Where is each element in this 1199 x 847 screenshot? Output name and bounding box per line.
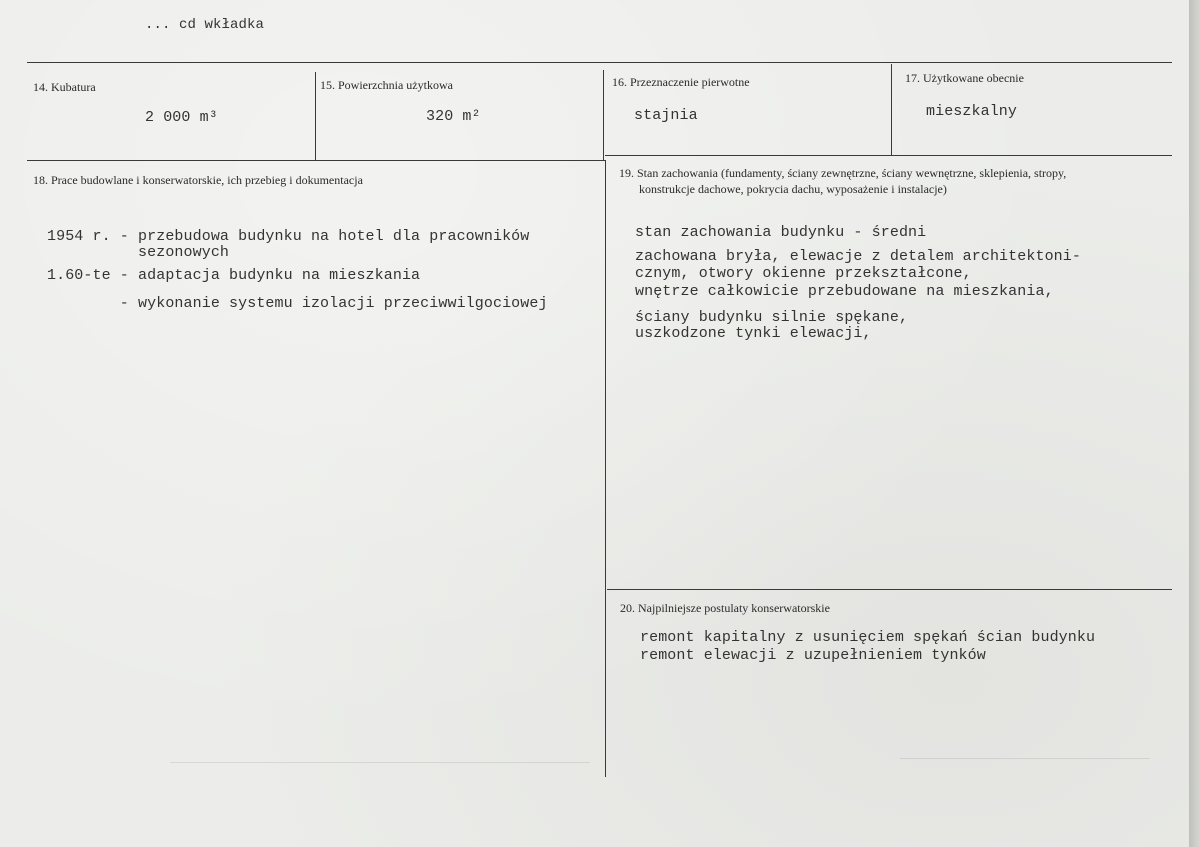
- field-17-label: 17. Użytkowane obecnie: [905, 71, 1024, 85]
- rule-19-20: [607, 589, 1172, 590]
- field-19-label: 19. Stan zachowania (fundamenty, ściany zewnętrzne, ściany wewnętrzne, sklepienia, stropy,: [619, 166, 1067, 180]
- field-18-line: - wykonanie systemu izolacji przeciwwilgociowej: [47, 295, 548, 312]
- field-17-value: mieszkalny: [926, 103, 1018, 120]
- divider-16-17: [891, 64, 892, 156]
- field-20-line: remont kapitalny z usunięciem spękań ścian budynku: [640, 629, 1096, 646]
- top-rule: [27, 62, 1172, 63]
- field-16-label: 16. Przeznaczenie pierwotne: [612, 75, 750, 89]
- field-16-value: stajnia: [634, 107, 698, 124]
- divider-main: [605, 160, 606, 777]
- field-19-line: ściany budynku silnie spękane,: [635, 309, 909, 326]
- field-19-line: stan zachowania budynku - średni: [635, 224, 927, 241]
- field-20-line: remont elewacji z uzupełnieniem tynków: [640, 647, 986, 664]
- field-15-value: 320 m²: [426, 108, 481, 125]
- field-18-line: 1.60-te - adaptacja budynku na mieszkania: [47, 267, 421, 284]
- divider-15-16: [603, 70, 604, 160]
- continuation-note: ... cd wkładka: [145, 17, 265, 33]
- bleed-through-mark: [900, 758, 1150, 759]
- field-18-label: 18. Prace budowlane i konserwatorskie, ich przebieg i dokumentacja: [33, 173, 363, 187]
- field-20-label: 20. Najpilniejsze postulaty konserwatorskie: [620, 601, 830, 615]
- field-19-line: cznym, otwory okienne przekształcone,: [635, 265, 972, 282]
- row1-bottom-rule-right: [605, 155, 1172, 156]
- field-14-value: 2 000 m³: [145, 109, 218, 126]
- field-19-line: wnętrze całkowicie przebudowane na mieszkania,: [635, 283, 1054, 300]
- field-19-label-continued: konstrukcje dachowe, pokrycia dachu, wyposażenie i instalacje): [639, 182, 947, 196]
- bleed-through-mark: [170, 762, 590, 763]
- divider-14-15: [315, 72, 316, 160]
- field-18-line: 1954 r. - przebudowa budynku na hotel dla pracowników: [47, 228, 530, 245]
- field-19-line: zachowana bryła, elewacje z detalem architektoni-: [635, 248, 1081, 265]
- scan-edge: [1189, 0, 1199, 847]
- row1-bottom-rule-left: [27, 160, 605, 161]
- field-18-line: sezonowych: [47, 244, 230, 261]
- field-19-line: uszkodzone tynki elewacji,: [635, 325, 872, 342]
- field-14-label: 14. Kubatura: [33, 80, 96, 94]
- field-15-label: 15. Powierzchnia użytkowa: [320, 78, 453, 92]
